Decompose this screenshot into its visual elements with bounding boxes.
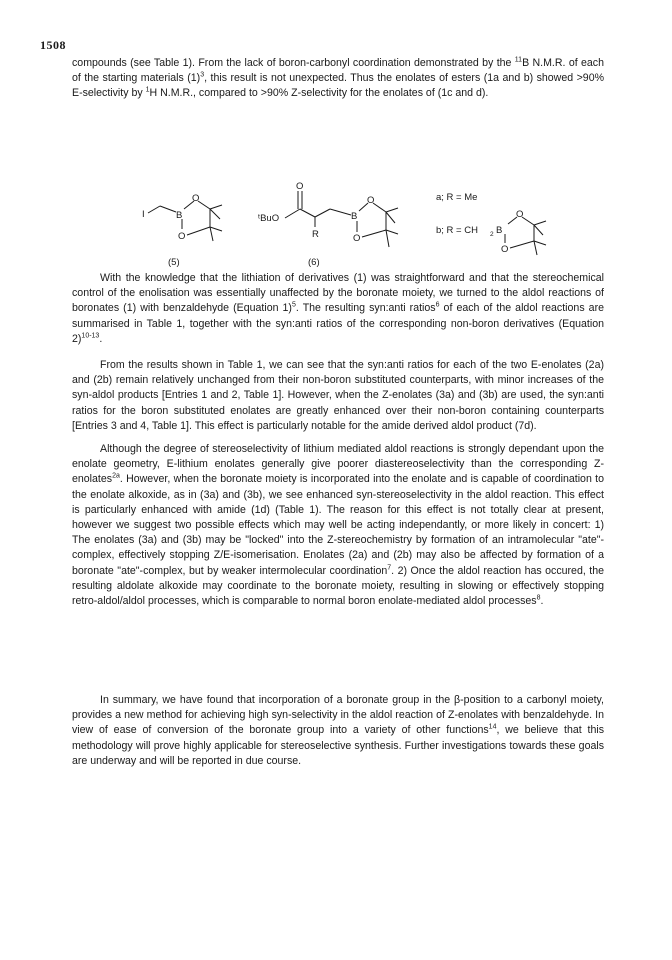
reference-superscript: 3 (200, 71, 205, 79)
paragraph-1 (72, 56, 604, 102)
compound-5-label: (5) (168, 257, 180, 268)
text-run: compounds (see Table 1). From the lack of boron-carbonyl coordination demonstrated by the (72, 57, 515, 69)
text-run: Although the degree of stereoselectivity of lithium mediated aldol reactions is strongly dependant upon the enolate geometry, E-lithium enolates generally give poorer diastereoselectivity than the corresponding Z-enolates (72, 443, 604, 486)
text-run: , we believe that this methodology will prove highly applicable for stereoselective synthesis. Further investigations towards these goals are underway and will be reported in due course. (72, 724, 604, 767)
text-run: . 2) Once the aldol reaction has occured, the resulting aldolate alkoxide may coordinate to the boronate moiety, resulting in slowing or effectively stopping retro-aldol/aldol processes, which is comparable to normal boron enolate-mediated aldol processes (72, 564, 604, 608)
text-run: . (99, 332, 103, 345)
paragraph-3 (72, 358, 604, 434)
key-b-oxygen-bottom: O (501, 244, 509, 255)
reference-superscript: 5 (291, 301, 296, 309)
reference-superscript: 1 (145, 86, 150, 94)
paragraph-4 (72, 442, 604, 609)
key-b-prefix: b; R = CH (436, 225, 478, 236)
compound-6-carbonyl-oxygen: O (296, 181, 304, 192)
compound-5-oxygen-bottom: O (178, 231, 186, 242)
text-run: With the knowledge that the lithiation of derivatives (1) was straightforward and that the stereochemical control of the enolisation was essentially unaffected by the boronate moiety, we turned to the aldol reactions of boronates (1) with benzaldehyde (Equation 1) (72, 272, 604, 315)
key-a: a; R = Me (436, 192, 478, 203)
reference-superscript: 2a (112, 472, 120, 480)
compound-6-r-group: R (312, 229, 319, 240)
reference-superscript: 8 (536, 594, 541, 602)
chemical-scheme (130, 179, 590, 276)
reference-superscript: 11 (514, 56, 523, 64)
key-b-oxygen-top: O (516, 209, 524, 220)
reference-superscript: 7 (387, 564, 392, 572)
text-run: . (540, 595, 544, 608)
text-run: . However, when the boronate moiety is incorporated into the enolate and is capable of coordination to the enolate alkoxide, as in (3a) and (3b), we see enhanced syn-stereoselectivity in the aldol reaction. This effect is particularly enhanced with amide (1d) (Table 1). The reason for this effect is not totally clear at present, however we suggest two possible effects which may well be acting independantly, or more likely in concert: 1) The enolates (3a) and (3b) may be "locked" into the Z-stereochemistry by formation of an intramolecular "ate"-complex, effectively stopping Z/E-isomerisation. Enolates (2a) and (2b) may also be affected by formation of a boronate "ate"-complex, but by weaker intermolecular coordination (72, 473, 604, 577)
compound-6-oxygen-top: O (367, 195, 375, 206)
key-b-boron: B (496, 225, 503, 236)
paragraph-5 (72, 693, 604, 769)
reference-superscript: 14 (488, 723, 497, 731)
text-run: B N.M.R. of each of the starting materials (1) (72, 57, 604, 85)
compound-6-ester: ᵗBuO (258, 213, 280, 224)
page-number: 1508 (40, 38, 66, 52)
compound-5-oxygen-top: O (192, 193, 200, 204)
text-run: . The resulting syn:anti ratios (295, 302, 436, 315)
compound-5-iodo: I (142, 209, 145, 220)
compound-6-boron: B (351, 211, 358, 222)
compound-6-label: (6) (308, 257, 320, 268)
text-run: In summary, we have found that incorporation of a boronate group in the β-position to a carbonyl moiety, provides a new method for achieving high syn-selectivity in the aldol reaction of Z-enolates with benzaldehyde. In view of ease of conversion of the boronate group into a variety of other functions (72, 694, 604, 737)
text-run: H N.M.R., compared to >90% Z-selectivity for the enolates of (1c and d). (149, 87, 489, 100)
text-run: From the results shown in Table 1, we can see that the syn:anti ratios for each of the two E-enolates (2a) and (2b) remain relatively unchanged from their non-boron substituted counterparts, with minor increases of the syn-aldol products [Entries 1 and 2, Table 1]. However, when the Z-enolates (3a) and (3b) are used, the syn:anti ratios for the boron substituted enolates are greatly enhanced over their non-boron containing counterparts [Entries 3 and 4, Table 1]. This effect is particularly notable for the amide derived aldol product (7d). (72, 359, 604, 432)
paragraph-2 (72, 271, 604, 347)
compound-5-boron: B (176, 210, 183, 221)
key-b-subscript: 2 (490, 231, 494, 238)
text-run: , this result is not unexpected. Thus the enolates of esters (1a and b) showed >90% E-selectivity by (72, 72, 604, 100)
text-run: of each of the aldol reactions are summarised in Table 1, together with the syn:anti ratios of the corresponding non-boron derivatives (Equation 2) (72, 302, 604, 345)
compound-6-oxygen-bottom: O (353, 233, 361, 244)
reference-superscript: 6 (435, 301, 440, 309)
reference-superscript: 10-13 (81, 332, 100, 340)
